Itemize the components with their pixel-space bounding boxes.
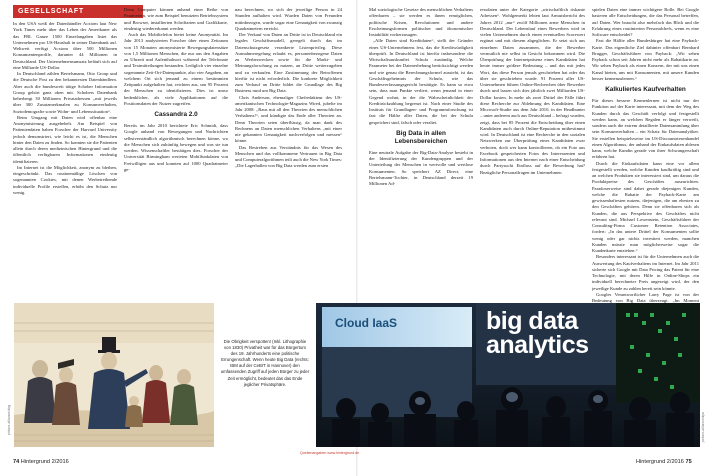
section-rubric: GESELLSCHAFT (13, 5, 143, 18)
section-heading: Cassandra 2.0 (154, 111, 198, 118)
paragraph: In den USA weiß der Datenhändler Acxiom laut New York Times mehr über das Leben der Amerikaner als das FBI. Ganze 1500 Einzelangaben listet das Unternehmen pro US-Haushalt in seiner Datenbank auf. Weltweit verfügt Acxiom über 500 Millionen Konsumentenprofile, darunter 44 Millionen in Deutschland. Der Unternehmensumsatz beläuft sich auf eine Milliarde US-Dollar. (13, 21, 117, 70)
section-heading: Big Data in allen Lebensbereichen (394, 129, 448, 145)
cebit-photo (316, 303, 700, 447)
figure-caption: Die Obrigkeit verspotten! (Inkl. Lithographie von 1830) Privatheit war für das Bürgertum des 19. Jahrhunderts eine politische Errungenschaft. Wenn heute Big Data (rechts: IBM auf der CeBIT in Hannover) den umfassenden Zugriff auf jeden Bürger zu jeder Zeit ermöglicht, bedeutet das das Ende jeglicher Privatsphäre. (220, 339, 310, 387)
left-col-1 (13, 21, 117, 293)
paragraph: Mal soziologische Gesetze des menschlichen Verhaltens offenbaren – sie werden es ihnen ermöglichen, politische Krisen, Revolutionen und andere Erscheinungsformen politischer und ökonomischer Instabilität vorherzusagen. (369, 7, 473, 37)
right-col-1 (369, 7, 473, 293)
historic-lithograph-illustration (14, 303, 214, 447)
footer-right (636, 459, 692, 465)
footer-left (13, 459, 69, 465)
photo-credit-right: picture-alliance/dpa (701, 412, 705, 443)
page-number-right: 75 (685, 459, 692, 465)
paragraph: spielen Daten eine immer wichtigere Rolle. Bei Google basieren alle Entscheidungen, die das Personal betreffen, auf Daten. Wer braucht also mehrfach das Blick und die Erfahrung eines routinierten Personalchefs, wenn es eine Software entscheidet? (592, 7, 699, 37)
cloud-iaas-sign: Cloud IaaS (335, 316, 398, 330)
footer-left-title: Hintergrund 2/2016 (20, 459, 69, 465)
paragraph: In Deutschland zählen Bertelsmann, Otto Group und die Deutsche Post zu den bekanntesten Datenhändlern. Aber auch die bundesweit tätige Schober Information Group gehört ganz oben mit. Schobers Datenbank beherbergt 30 Millionen Privatadressen „mit jeweils über 300 Zusatzmerkmalen zu Konsumverhalten, Soziodemografie sowie Wohn- und Lebenssituation“. (13, 71, 117, 114)
paragraph: Eine neutrale Aufgabe der Big-Data-Analyse besteht in der Identifizierung der Kundengruppen und der Unterteilung der Menschen in wertvolle und wertlose Konsumenten. So speichert AZ Direct, eine Bertelsmann-Tochter, in Deutschland derzeit 19 Millionen Ad- (369, 149, 473, 186)
page-number-left: 74 (13, 459, 20, 465)
left-col-3 (235, 7, 342, 293)
paragraph: „Alle Daten sind Kreditdaten“, stellt der Gründer eines US-Unternehmens fest, das die Kreditwürdigkeit überprüft. In Deutschland ist hierfür insbesondere die Wirtschaftsauskunftei Schufa zuständig. Welche Parameter bei der Datenerhebung berücksichtigt werden und wie genau die Berechnungsformel aussieht, ist das Geschäftsgeheimnis der Schufa, wie das Bundesverfassungsgericht bestätigte. Es kann so etwa sein, dass man Punkte verliert, wenn jemand in einer Gegend wohnt, in der die Wahrscheinlichkeit der Kreditrückzahlung begrenzt ist. Nach einer Studie des Instituts für Grundlagen- und Programmforschung ist fast die Hälfte aller Daten, die bei der Schufa gespeichert sind, falsch oder veraltet. (369, 38, 473, 125)
paragraph: Beim Umgang mit Daten wird offenbar eine Anonymisierung ausgehebelt. Am Beispiel von Patientendaten haben Forscher der Harvard University jedoch demonstriert, wie leicht es ist, die Menschen hinter den Daten zu finden. So konnten sie die Patienten allein durch deren medizinischen Hintergrund und die öffentlich verfügbaren Informationen eindeutig identifizieren. (13, 114, 117, 164)
paragraph: ressdaten unter der Kategorie „wirtschaftlich riskante Adressen“. Wohlgemerkt lebten laut Armutsbericht des Jahres 2012 „nur“ zwölf Millionen arme Menschen in Deutschland. Der Lebenslauf eines Bewerbers wird in vielen Unternehmen durch einen eventuellen Scorewert ergänzt und mit diesem abgeglichen. Er setzt sich aus einzelnen Daten zusammen, die der Bewerber vermutlich nie selbst in Gesicht bekommen wird. Die Überprüfung der Internetpräsenz eines Kandidaten hat heute immer größere Bedeutung – und das mit jedes Wort, das diese Person jemals geschrieben hat oder das über sie geschrieben wurde. 91 Prozent aller US-Unternehmen führen Online-Recherchen über Bewerber durch und lassen sich dies jährlich zwei Milliarden US-Dollar kosten. In mehr als zwei Drittel der Fälle führt diese Recherche zur Ablehnung des Kandidaten. Eine Microsoft-Studie aus dem Jahr 2010, in der Headhunter – unter anderem auch aus Deutschland – befragt wurden, zeigt, dass bei 85 Prozent die Entscheidung über einen Kandidaten auch durch Online-Reputation mitbestimmt wird. In Deutschland ist eine Recherche in den sozialen Netzwerken zur Überprüfung eines Kandidaten zwar verboten, doch wer kann kontrollieren, ob ein Foto aus Facebook gespeicherten Fotos des Interessenten und Informationen aus den Internet nach einer Entscheidung durch Partysucht Einfluss auf die Bewerbung hat? Bezügliche Personalfragen im Unternehmen (480, 7, 585, 175)
section-heading: Kalkuliertes Kaufverhalten (605, 86, 686, 93)
paragraph: Denn Computer können anhand einer Reihe von Parametern, wie zum Beispiel benutzten Betriebssystem und Browser, installierten Schriftarten und Grafikkarte, eindeutig wiedererkannt werden. (124, 7, 228, 31)
paragraph: Das Bestreben aus Verständnis für das Wesen des Menschen und das vollkommene Vertrauen in Big Data und Computeralgorithmen teilt auch die New York Times: „Die Lagerhallen von Big Data werden zum ersten (235, 144, 342, 169)
big-data-analytics-sign: big data analytics (486, 307, 589, 359)
photo-credit-left: picture-alliance/akg (7, 405, 11, 436)
paragraph: Im Internet ist die Möglichkeit, anonym zu bleiben, eingeschränkt. Das routinemäßige Löschen von sogenannten Cookies, mit denen Werbetreibende individuelle Profile erstellen, erhöht den Schutz nur wenig. (13, 164, 117, 195)
paragraph: Besonders interessant ist für die Unternehmen auch die Auswertung des Kaufverhaltens im Internet. Im Jahr 2011 sicherte sich Google mit Data Pricing das Patent für eine Technologie, mit deren Hilfe in Online-Shops ein individuell berechneter Preis angezeigt wird, der den jeweilige Kunde zu zahlen bereit sein könnte. (592, 254, 699, 291)
footer-right-title: Hintergrund 2/2016 (636, 459, 684, 465)
paragraph: Googles Verantwortlicher Larry Page ist von der Bedeutung von Big Data überzeugt. „Im Moment (592, 291, 699, 303)
photo-credit-center: Quellenangaben www.hintergrund.de (300, 451, 360, 455)
paragraph: Für dieses bessere Kennenlernen ist nicht nur der Funktion auf der Karte interessant, mit dem der Weg des Kunden durch das Geschäft verfolgt und festgestellt werden kann, an welchen Regalen er länger verweilt, sondern auch die extrem detaillierte Datensammlung über sein Konsumverhalten – ein Schatz für Datenanalytiker. Sie erstellen beispielsweise im US-Discountriesenhandel einen Algorithmus, der anhand der Einkaufsdaten ablesen kann, welche Kundin gerade von ihrer Schwangerschaft erfahren hat. (592, 98, 699, 160)
figure-band (14, 297, 700, 447)
paragraph: nau berechnen, wo sich der jeweilige Person in 24 Stunden aufhalten wird. Wurden Daten von Freunden mitinbezogen, wurde sogar eine Genauigkeit von zwanzig Quadratmetern erreicht. (235, 7, 342, 31)
paragraph: Bereits im Jahr 2010 berichtete Eric Schmidt, dass Google anhand von Bewegungen und Nachrichten selbstverständlich algorithmisch berechnen könne, wo die Menschen sich zukünftig bewegen und was sie tun werden. Wissenschaftler bestätigen dies. Forscher der Universität Birmingham werteten Mobilfunkdaten von Freiwilligen aus und konnten auf 1000 Quadratmeter ge- (124, 123, 228, 172)
paragraph: Fast die Hälfte aller Bundesbürger hat eine Payback-Karte. Das eigentliche Ziel dahinter offenbart Bernhard Brugger, Geschäftsführer von Payback: „Wir sehen Payback schon seit Jahren nicht mehr als Rabattkarte an. Wir sehen Payback als einen Konzern, der mit uns einen Kanal bieten, uns mit Konsumenten, mit unsere Kunden besser kennenzulernen.“ (592, 38, 699, 81)
paragraph: Der Verkauf von Daten an Dritte ist in Deutschland ein legales Geschäftsmodell, geregelt durch das im Datenschutzgesetz verankerte Listenprivileg. Diese Ausnahmeregelung erlaubt es, personenbezogene Daten zu Werbezwecken sowie für die Markt- und Meinungsforschung zu nutzen, an Dritte weiterzugeben und zu verkaufen. Eine Zustimmung der Betroffenen hierfür ist nicht erforderlich. Die konkrete Möglichkeit zum Verkauf an Dritte bildet die Grundlage des Big Business rund um Big Data. (235, 32, 342, 94)
paragraph: Durch die Einkaufsdaten kann eine vor allem festgestellt werden, welche Kunden kaufkräftig sind und an welchen Produkten sie interessiert sind, um daraus die Produktpreise des Geschäftes auszurichten. Paradoxerweise sind dabei gerade diejenigen Kunden, welche die Rabatte der Payback-Karte am gewissenhaftesten nutzen, diejenigen, die am ehesten zu den Geschäften gehören. Denn sie offenbaren sich als Kunden, die aus Perspektive des Geschäftes nicht relevant sind. Michael Lowenstein, Geschäftsführer der Consulting-Firma Customer Retention Associates, fordert: „In das untere Drittel der Konsumenten sollte wenig oder gar nichts investiert werden, manchen Kunden müsste man möglicherweise sogar die Kundenkarte entziehen.“ (592, 160, 699, 253)
left-col-2 (124, 7, 228, 293)
paragraph: Auch das Mobiltelefon bietet keine Anonymität. Im Jahr 2013 analysierten Forscher über einen Zeitraum von 15 Monaten anonymisierte Bewegungsdatensätze von 1,5 Millionen Menschen, die nur aus den Angaben zu Uhrzeit und Aufenthaltsort während der Telefonate und Textmitteilungen bestanden. Lediglich vier einzelne sogenannte Zeit-Ort-Datenpunkte, also vier Angaben, an welchem Ort sich jemand zu einem bestimmten Zeitpunkt aufgehalten hat, reichten aus, um 95 Prozent der Menschen zu identifizieren. Dies ist umso bedenklicher, als viele Applikationen auf die Positionsdaten der Nutzer zugreifen. (124, 32, 228, 106)
paragraph: Chris Anderson, ehemaliger Chefredakteur des US-amerikanischen Technologie-Magazins Wired, jubelte im Jahr 2008: „Raus mit all den Theorien des menschlichen Verhaltens!“, und kündigte das Ende aller Theorien an. Denn Theorien seien überflüssig, da man dank des Rechnens an Daten menschlichen Verhaltens „mit einer nie gekannten Genauigkeit nachverfolgen und messen“ könne. (235, 94, 342, 144)
right-col-2 (480, 7, 585, 293)
